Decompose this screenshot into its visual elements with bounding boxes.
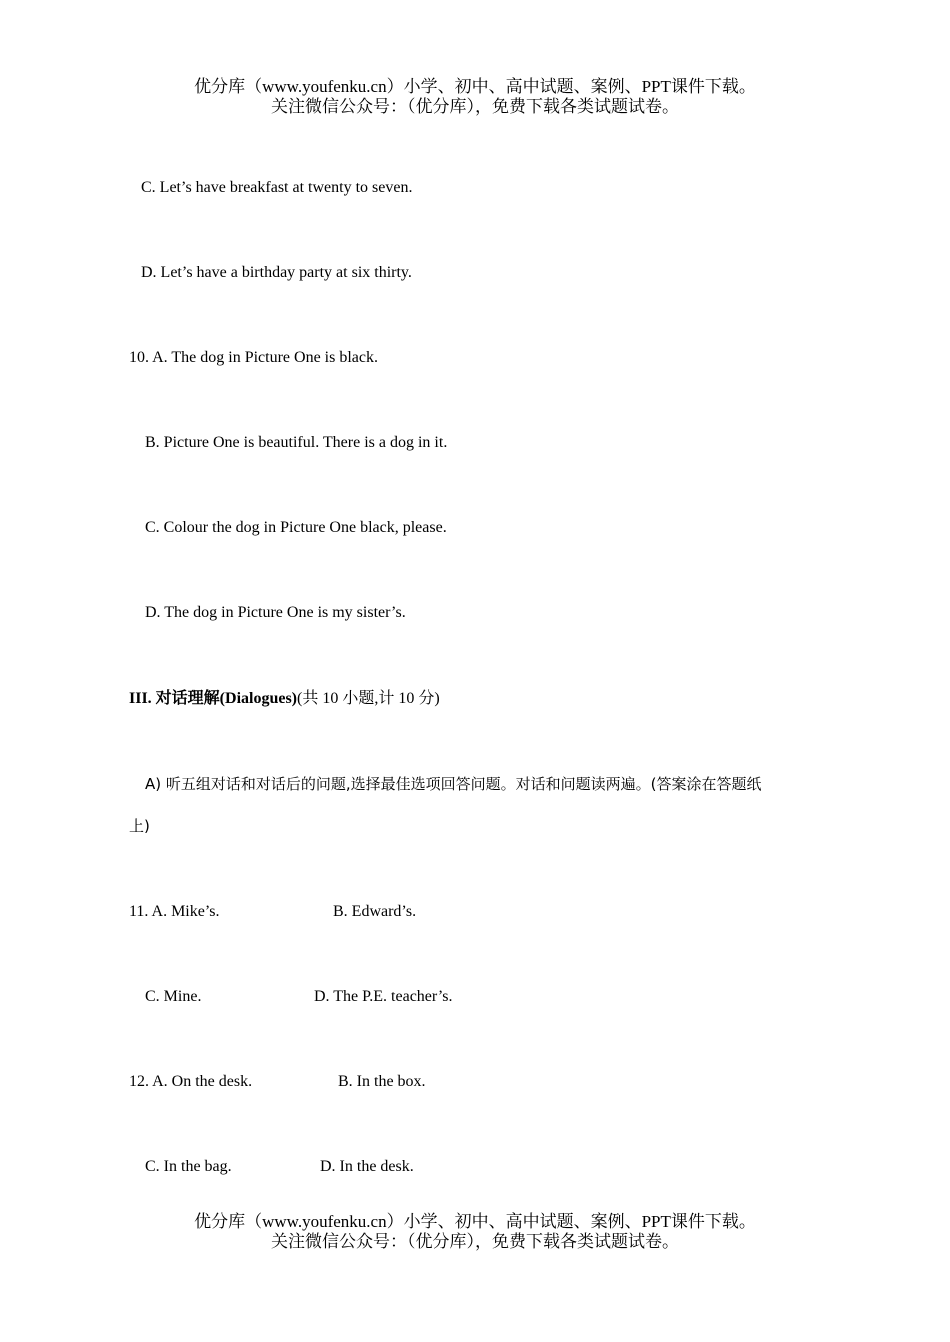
q10-option-d: D. The dog in Picture One is my sister’s. [145, 604, 406, 621]
q10-option-b: B. Picture One is beautiful. There is a dog in it. [145, 434, 448, 451]
q12-row-1 [0, 1072, 950, 1092]
q12-option-d: D. In the desk. [320, 1158, 414, 1175]
q12-option-c: C. In the bag. [145, 1158, 232, 1175]
q11-row-1 [0, 902, 950, 922]
part-a-instructions-line-2: 上) [129, 817, 150, 835]
q12-option-b: B. In the box. [338, 1073, 426, 1090]
page-footer [0, 1212, 950, 1252]
q11-option-b: B. Edward’s. [333, 903, 417, 920]
q11-row-2 [0, 987, 950, 1007]
part-a-instructions-line-1: A) 听五组对话和对话后的问题,选择最佳选项回答问题。对话和问题读两遍。(答案涂在答题纸 [145, 775, 762, 793]
q10-option-a: 10. A. The dog in Picture One is black. [129, 349, 378, 366]
q11-option-a: 11. A. Mike’s. [129, 903, 220, 920]
q12-row-2 [0, 1157, 950, 1177]
q11-option-c: C. Mine. [145, 988, 202, 1005]
q9-option-d: D. Let’s have a birthday party at six thirty. [141, 264, 412, 281]
page-header [0, 77, 950, 117]
footer-line-1: 优分库（www.youfenku.cn）小学、初中、高中试题、案例、PPT课件下载。 [194, 1212, 756, 1231]
q12-option-a: 12. A. On the desk. [129, 1073, 253, 1090]
section-3-heading [129, 689, 440, 709]
q9-option-c: C. Let’s have breakfast at twenty to seven. [141, 179, 413, 196]
header-line-2: 关注微信公众号：（优分库），免费下载各类试题试卷。 [271, 97, 679, 116]
header-line-1: 优分库（www.youfenku.cn）小学、初中、高中试题、案例、PPT课件下载。 [194, 77, 756, 96]
section-3-score: (共 10 小题,计 10 分) [297, 690, 440, 707]
q10-option-c: C. Colour the dog in Picture One black, please. [145, 519, 447, 536]
q11-option-d: D. The P.E. teacher’s. [314, 988, 453, 1005]
footer-line-2: 关注微信公众号：（优分库），免费下载各类试题试卷。 [271, 1232, 679, 1251]
section-3-title: III. 对话理解(Dialogues) [129, 690, 298, 707]
